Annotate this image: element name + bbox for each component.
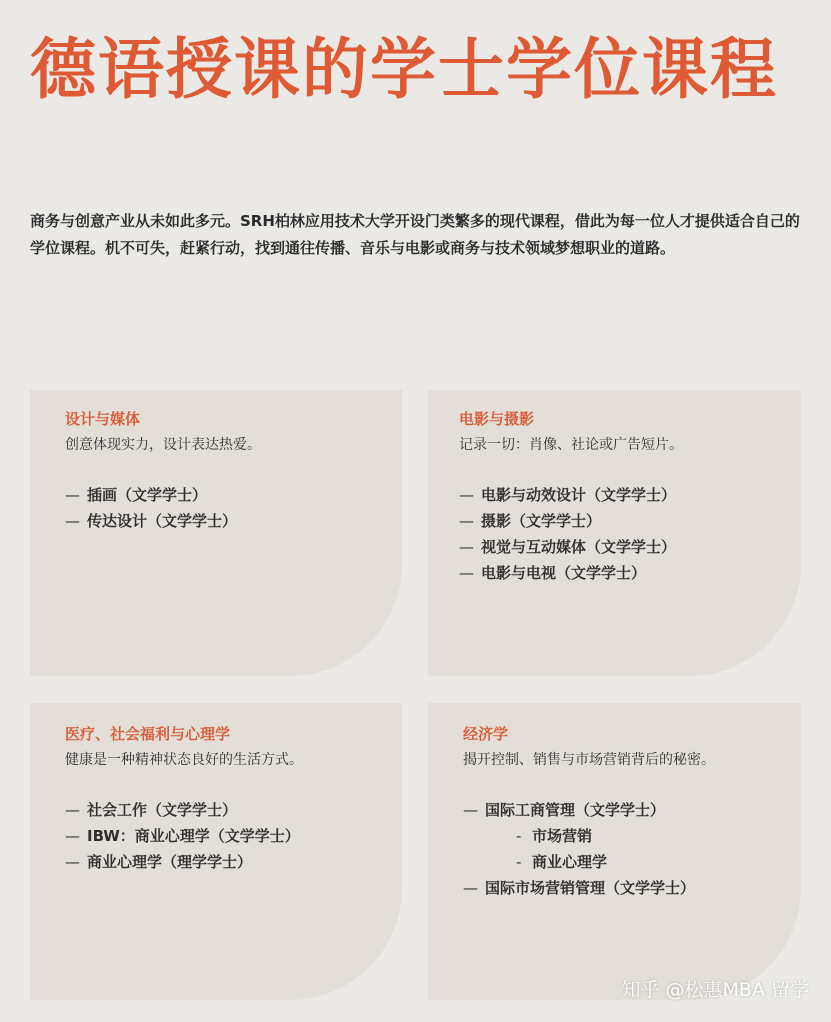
card-economics <box>428 703 801 1000</box>
dash-icon: — <box>459 486 474 504</box>
card-film-photography <box>428 390 801 676</box>
program-sublabel: 商业心理学 <box>532 853 608 871</box>
card-title: 电影与摄影 <box>459 410 535 428</box>
dash-icon: — <box>65 801 80 819</box>
program-item <box>65 799 237 820</box>
program-sublabel: 市场营销 <box>532 827 593 845</box>
program-item <box>459 510 601 531</box>
dash-icon: — <box>65 827 80 845</box>
dash-icon: — <box>459 538 474 556</box>
program-item <box>65 510 237 531</box>
dash-icon: — <box>459 564 474 582</box>
dash-icon: — <box>463 801 478 819</box>
program-label: 国际工商管理（文学学士） <box>485 801 666 819</box>
program-label: 视觉与互动媒体（文学学士） <box>481 538 677 556</box>
program-label: 国际市场营销管理（文学学士） <box>485 879 696 897</box>
card-title: 医疗、社会福利与心理学 <box>65 725 231 743</box>
program-label: 商业心理学（理学学士） <box>87 853 253 871</box>
page-title: 德语授课的学士学位课程 <box>30 31 778 108</box>
program-item <box>463 799 665 820</box>
program-label: 摄影（文学学士） <box>481 512 602 530</box>
intro-paragraph: 商务与创意产业从未如此多元。SRH柏林应用技术大学开设门类繁多的现代课程，借此为每一位人才提供适合自己的学位课程。机不可失，赶紧行动，找到通往传播、音乐与电影或商务与技术领域梦想职业的道路。 <box>30 212 800 257</box>
subdash-icon: - <box>516 827 522 845</box>
watermark: 知乎 @松惠MBA 留学 <box>621 979 809 1001</box>
program-item <box>459 536 676 557</box>
dash-icon: — <box>65 486 80 504</box>
card-design-media <box>30 390 402 676</box>
program-subitem <box>516 825 592 846</box>
program-item <box>459 562 646 583</box>
card-subtitle: 记录一切：肖像、社论或广告短片。 <box>459 437 683 453</box>
program-item <box>65 825 300 846</box>
card-health-social-psychology <box>30 703 402 1000</box>
card-subtitle: 创意体现实力，设计表达热爱。 <box>65 437 261 453</box>
program-label: 传达设计（文学学士） <box>87 512 238 530</box>
subdash-icon: - <box>516 853 522 871</box>
program-label: 插画（文学学士） <box>87 486 208 504</box>
card-title: 经济学 <box>463 725 509 743</box>
card-title: 设计与媒体 <box>65 410 141 428</box>
program-label: 电影与电视（文学学士） <box>481 564 647 582</box>
program-label: 电影与动效设计（文学学士） <box>481 486 677 504</box>
dash-icon: — <box>65 512 80 530</box>
dash-icon: — <box>459 512 474 530</box>
card-subtitle: 健康是一种精神状态良好的生活方式。 <box>65 752 303 768</box>
program-item <box>463 877 695 898</box>
dash-icon: — <box>463 879 478 897</box>
program-item <box>65 484 207 505</box>
program-item <box>65 851 252 872</box>
program-subitem <box>516 851 607 872</box>
card-subtitle: 揭开控制、销售与市场营销背后的秘密。 <box>463 752 715 768</box>
program-label: 社会工作（文学学士） <box>87 801 238 819</box>
dash-icon: — <box>65 853 80 871</box>
program-label: IBW：商业心理学（文学学士） <box>87 827 300 845</box>
program-item <box>459 484 676 505</box>
